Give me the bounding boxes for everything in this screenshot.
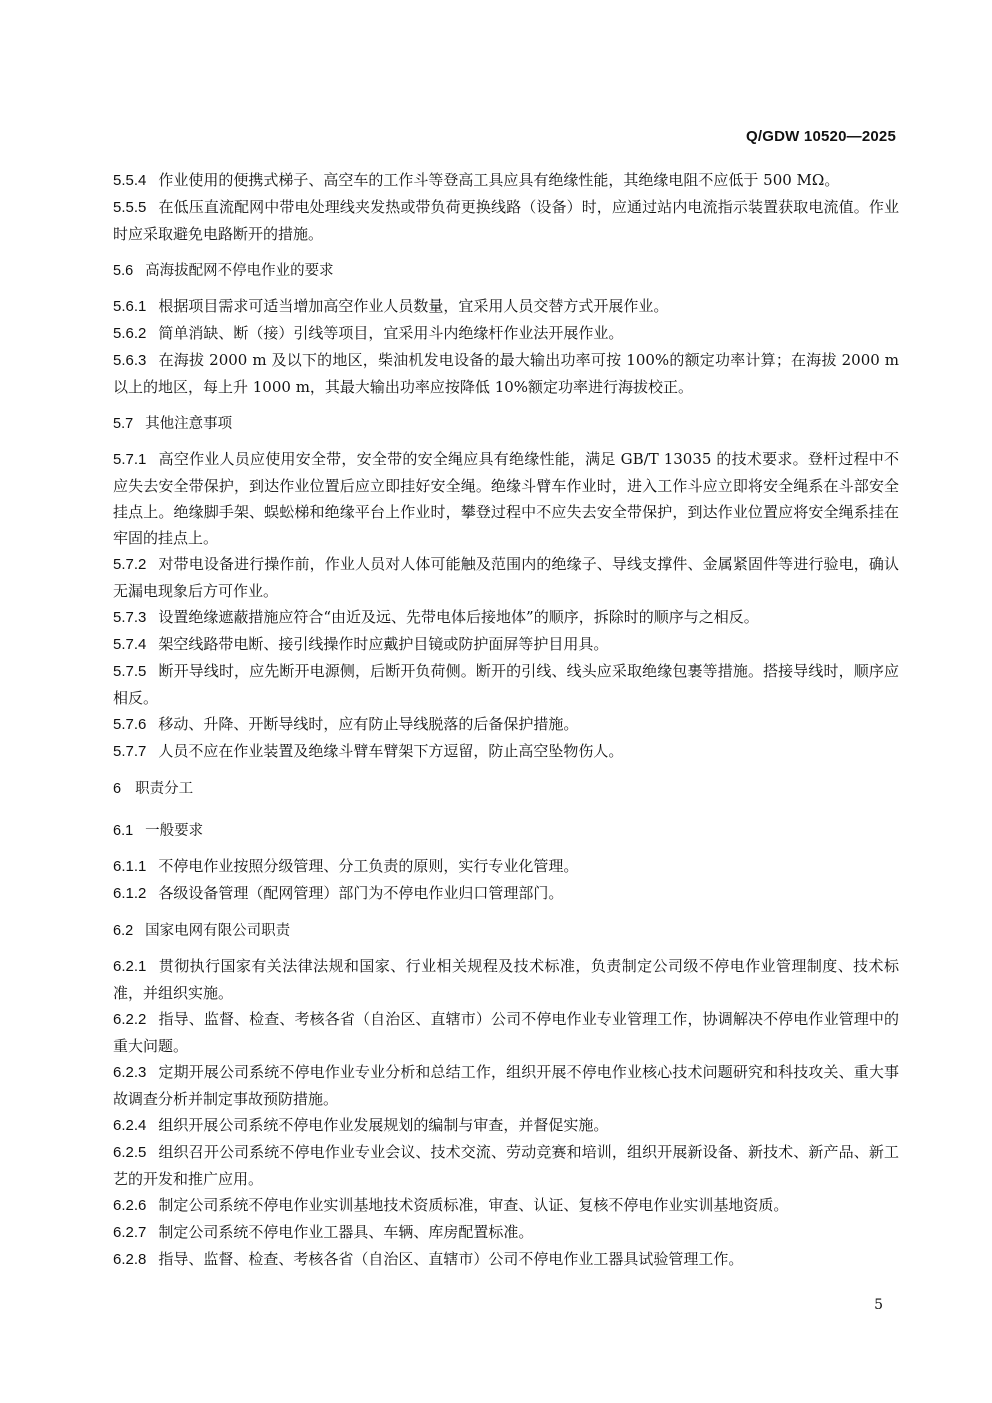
clause-text: 根据项目需求可适当增加高空作业人员数量，宜采用人员交替方式开展作业。 (158, 297, 669, 315)
clause-text: 职责分工 (135, 781, 194, 797)
clause-paragraph (113, 738, 899, 765)
clause-number: 5.7.2 (113, 556, 147, 573)
clause-text: 人员不应在作业装置及绝缘斗臂车臂架下方逗留，防止高空坠物伤人。 (158, 742, 624, 760)
clause-text: 各级设备管理（配网管理）部门为不停电作业归口管理部门。 (158, 884, 564, 902)
clause-text: 贯彻执行国家有关法律法规和国家、行业相关规程及技术标准，负责制定公司级不停电作业管理制度、技术标准，并组织实施。 (113, 957, 899, 1002)
clause-number: 5.6.3 (113, 352, 147, 369)
clause-paragraph (113, 551, 899, 604)
clause-number: 6.2.2 (113, 1011, 147, 1028)
clause-text: 简单消缺、断（接）引线等项目，宜采用斗内绝缘杆作业法开展作业。 (158, 324, 624, 342)
clause-text: 移动、升降、开断导线时，应有防止导线脱落的后备保护措施。 (158, 715, 579, 733)
clause-number: 6.2.5 (113, 1144, 147, 1161)
clause-text: 国家电网有限公司职责 (145, 923, 291, 939)
clause-paragraph (113, 194, 899, 247)
section-heading (113, 258, 899, 284)
clause-number: 6.2.6 (113, 1197, 147, 1214)
clause-text: 断开导线时，应先断开电源侧，后断开负荷侧。断开的引线、线头应采取绝缘包裹等措施。搭接导线时，顺序应相反。 (113, 662, 899, 707)
clause-number: 5.5.5 (113, 199, 147, 216)
page-number: 5 (874, 1297, 883, 1313)
clause-text: 一般要求 (145, 823, 204, 839)
clause-number: 6.2.3 (113, 1064, 147, 1081)
clause-number: 5.7.3 (113, 609, 147, 626)
clause-number: 6.2.1 (113, 958, 147, 975)
clause-number: 6.2.8 (113, 1251, 147, 1268)
clause-text: 指导、监督、检查、考核各省（自治区、直辖市）公司不停电作业工器具试验管理工作。 (158, 1250, 744, 1268)
clause-paragraph (113, 880, 899, 907)
clause-paragraph (113, 853, 899, 880)
clause-text: 在海拔 2000 m 及以下的地区，柴油机发电设备的最大输出功率可按 100%的额定功率计算；在海拔 2000 m 以上的地区，每上升 1000 m，其最大输出功率应按降低 10%额定功率进行海拔校正。 (113, 351, 899, 396)
clause-number: 6.2.4 (113, 1117, 147, 1134)
clause-paragraph (113, 1112, 899, 1139)
clause-paragraph (113, 711, 899, 738)
clause-text: 高海拔配网不停电作业的要求 (145, 263, 334, 279)
clause-number: 5.7.7 (113, 743, 147, 760)
clause-paragraph (113, 347, 899, 400)
clause-number: 6.1 (113, 823, 134, 839)
clause-number: 5.7.1 (113, 451, 147, 468)
clause-text: 高空作业人员应使用安全带，安全带的安全绳应具有绝缘性能，满足 GB/T 13035 的技术要求。登杆过程中不应失去安全带保护，到达作业位置后应立即挂好安全绳。绝缘斗臂车作业时，进入工作斗应立即将安全绳系在斗部安全挂点上。绝缘脚手架、蜈蚣梯和绝缘平台上作业时，攀登过程中不应失去安全带保护，到达作业位置应将安全绳系挂在牢固的挂点上。 (113, 450, 899, 547)
clause-text: 在低压直流配网中带电处理线夹发热或带负荷更换线路（设备）时，应通过站内电流指示装置获取电流值。作业时应采取避免电路断开的措施。 (113, 198, 899, 243)
clause-paragraph (113, 953, 899, 1006)
section-heading (113, 818, 899, 844)
chapter-heading (113, 776, 899, 802)
document-code-header: Q/GDW 10520—2025 (746, 128, 896, 145)
clause-text: 其他注意事项 (145, 416, 233, 432)
clause-text: 指导、监督、检查、考核各省（自治区、直辖市）公司不停电作业专业管理工作，协调解决不停电作业管理中的重大问题。 (113, 1010, 899, 1055)
clause-number: 6.1.1 (113, 858, 147, 875)
clause-paragraph (113, 1139, 899, 1192)
clause-number: 5.7.6 (113, 716, 147, 733)
clause-paragraph (113, 1246, 899, 1273)
clause-number: 6.2 (113, 923, 134, 939)
clause-text: 对带电设备进行操作前，作业人员对人体可能触及范围内的绝缘子、导线支撑件、金属紧固件等进行验电，确认无漏电现象后方可作业。 (113, 555, 899, 600)
clause-text: 不停电作业按照分级管理、分工负责的原则，实行专业化管理。 (158, 857, 579, 875)
clause-number: 6 (113, 781, 122, 797)
clause-paragraph (113, 320, 899, 347)
clause-number: 6.1.2 (113, 885, 147, 902)
clause-number: 5.7.5 (113, 663, 147, 680)
clause-paragraph (113, 604, 899, 631)
clause-number: 5.6.2 (113, 325, 147, 342)
clause-paragraph (113, 167, 899, 194)
section-heading (113, 918, 899, 944)
clause-text: 架空线路带电断、接引线操作时应戴护目镜或防护面屏等护目用具。 (158, 635, 609, 653)
clause-paragraph (113, 1192, 899, 1219)
clause-text: 组织开展公司系统不停电作业发展规划的编制与审查，并督促实施。 (158, 1116, 609, 1134)
document-body (113, 167, 899, 1273)
clause-paragraph (113, 293, 899, 320)
clause-paragraph (113, 1006, 899, 1059)
clause-number: 5.6 (113, 263, 134, 279)
clause-text: 设置绝缘遮蔽措施应符合“由近及远、先带电体后接地体”的顺序，拆除时的顺序与之相反。 (158, 608, 759, 626)
clause-number: 5.7.4 (113, 636, 147, 653)
clause-text: 作业使用的便携式梯子、高空车的工作斗等登高工具应具有绝缘性能，其绝缘电阻不应低于 500 MΩ。 (158, 171, 840, 189)
clause-text: 组织召开公司系统不停电作业专业会议、技术交流、劳动竞赛和培训，组织开展新设备、新技术、新产品、新工艺的开发和推广应用。 (113, 1143, 899, 1188)
clause-paragraph (113, 1059, 899, 1112)
clause-paragraph (113, 446, 899, 551)
clause-paragraph (113, 658, 899, 711)
clause-text: 制定公司系统不停电作业实训基地技术资质标准，审查、认证、复核不停电作业实训基地资质。 (158, 1196, 789, 1214)
clause-number: 5.6.1 (113, 298, 147, 315)
section-heading (113, 411, 899, 437)
clause-text: 制定公司系统不停电作业工器具、车辆、库房配置标准。 (158, 1223, 534, 1241)
clause-paragraph (113, 631, 899, 658)
clause-text: 定期开展公司系统不停电作业专业分析和总结工作，组织开展不停电作业核心技术问题研究和科技攻关、重大事故调查分析并制定事故预防措施。 (113, 1063, 899, 1108)
clause-number: 5.7 (113, 416, 134, 432)
clause-number: 6.2.7 (113, 1224, 147, 1241)
clause-number: 5.5.4 (113, 172, 147, 189)
clause-paragraph (113, 1219, 899, 1246)
